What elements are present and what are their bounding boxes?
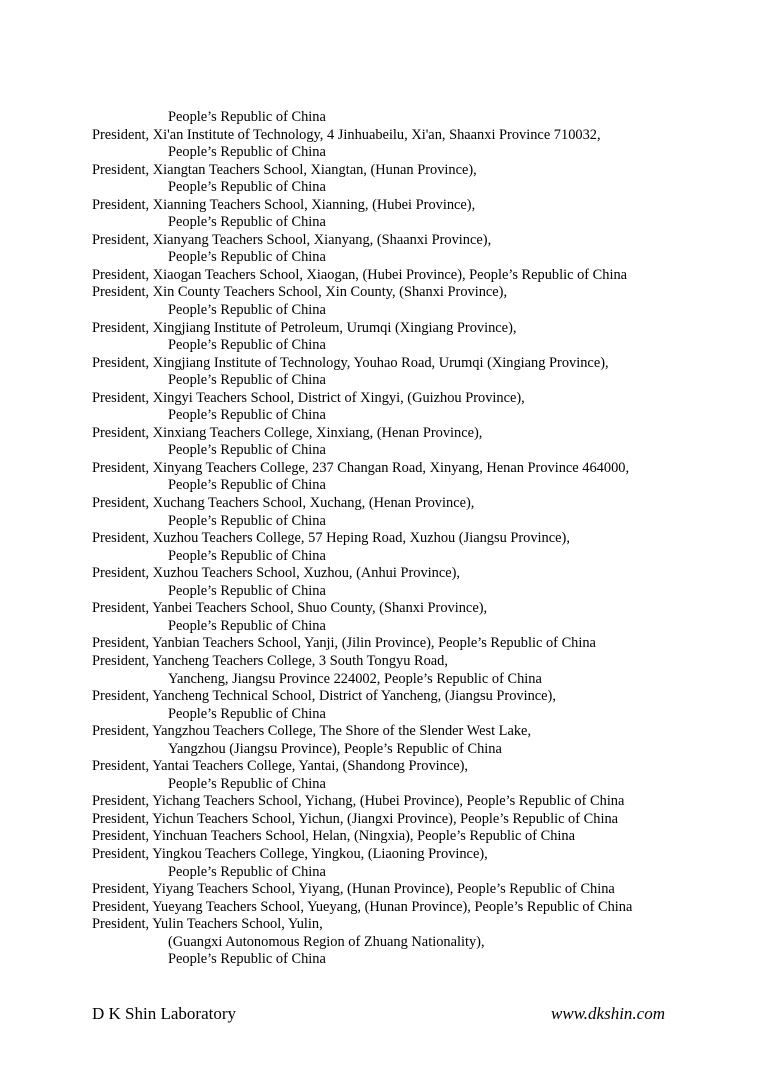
address-entry-line: President, Yanbei Teachers School, Shuo County, (Shanxi Province), xyxy=(92,600,488,617)
address-entry-line: President, Xianning Teachers School, Xianning, (Hubei Province), xyxy=(92,196,476,213)
address-continuation-line: (Guangxi Autonomous Region of Zhuang Nationality), xyxy=(168,933,485,950)
address-entry-line: President, Xi'an Institute of Technology, 4 Jinhuabeilu, Xi'an, Shaanxi Province 710032, xyxy=(92,126,601,143)
address-continuation-line: People’s Republic of China xyxy=(168,179,326,196)
address-continuation-line: Yangzhou (Jiangsu Province), People’s Republic of China xyxy=(168,740,502,757)
address-entry-line: President, Yiyang Teachers School, Yiyang, (Hunan Province), People’s Republic of China xyxy=(92,881,615,898)
address-entry-line: President, Xuchang Teachers School, Xuchang, (Henan Province), xyxy=(92,495,475,512)
address-continuation-line: People’s Republic of China xyxy=(168,512,326,529)
address-entry-line: President, Xuzhou Teachers College, 57 Heping Road, Xuzhou (Jiangsu Province), xyxy=(92,530,570,547)
address-entry-line: President, Yinchuan Teachers School, Helan, (Ningxia), People’s Republic of China xyxy=(92,828,575,845)
address-continuation-line: People’s Republic of China xyxy=(168,705,326,722)
address-entry-line: President, Yueyang Teachers School, Yueyang, (Hunan Province), People’s Republic of China xyxy=(92,898,633,915)
address-continuation-line: People’s Republic of China xyxy=(168,582,326,599)
footer-website: www.dkshin.com xyxy=(551,1004,665,1023)
address-continuation-line: People’s Republic of China xyxy=(168,249,326,266)
footer-lab-name: D K Shin Laboratory xyxy=(92,1004,237,1023)
address-entry-line: President, Xiaogan Teachers School, Xiaogan, (Hubei Province), People’s Republic of China xyxy=(92,266,628,283)
address-continuation-line: People’s Republic of China xyxy=(168,407,326,424)
address-entry-line: President, Yancheng Teachers College, 3 South Tongyu Road, xyxy=(92,652,448,669)
address-continuation-line: People’s Republic of China xyxy=(168,302,326,319)
address-continuation-line: People’s Republic of China xyxy=(168,442,326,459)
address-continuation-line: People’s Republic of China xyxy=(168,617,326,634)
address-entry-line: President, Yantai Teachers College, Yantai, (Shandong Province), xyxy=(92,758,469,775)
address-entry-line: President, Xinyang Teachers College, 237 Changan Road, Xinyang, Henan Province 464000, xyxy=(92,459,630,476)
address-entry-line: President, Yangzhou Teachers College, The Shore of the Slender West Lake, xyxy=(92,723,532,740)
address-entry-line: President, Xingyi Teachers School, District of Xingyi, (Guizhou Province), xyxy=(92,389,525,406)
address-continuation-line: People’s Republic of China xyxy=(168,109,326,125)
address-entry-line: President, Xinxiang Teachers College, Xinxiang, (Henan Province), xyxy=(92,424,483,441)
address-entry-line: President, Xingjiang Institute of Petroleum, Urumqi (Xingiang Province), xyxy=(92,319,517,336)
address-entry-line: President, Yichun Teachers School, Yichun, (Jiangxi Province), People’s Republic of China xyxy=(92,810,619,827)
address-entry-line: President, Yichang Teachers School, Yichang, (Hubei Province), People’s Republic of China xyxy=(92,793,625,810)
address-entry-line: President, Yulin Teachers School, Yulin, xyxy=(92,916,323,933)
address-continuation-line: People’s Republic of China xyxy=(168,144,326,161)
address-continuation-line: People’s Republic of China xyxy=(168,863,326,880)
address-continuation-line: Yancheng, Jiangsu Province 224002, People’s Republic of China xyxy=(168,670,542,687)
address-entry-line: President, Xiangtan Teachers School, Xiangtan, (Hunan Province), xyxy=(92,161,477,178)
address-entry-line: President, Xin County Teachers School, Xin County, (Shanxi Province), xyxy=(92,284,508,301)
address-entry-line: President, Yancheng Technical School, District of Yancheng, (Jiangsu Province), xyxy=(92,688,556,705)
address-continuation-line: People’s Republic of China xyxy=(168,214,326,231)
address-continuation-line: People’s Republic of China xyxy=(168,372,326,389)
address-continuation-line: People’s Republic of China xyxy=(168,337,326,354)
address-continuation-line: People’s Republic of China xyxy=(168,775,326,792)
address-entry-line: President, Yanbian Teachers School, Yanji, (Jilin Province), People’s Republic of China xyxy=(92,635,596,652)
address-list xyxy=(92,109,732,969)
address-continuation-line: People’s Republic of China xyxy=(168,951,326,968)
address-entry-line: President, Xianyang Teachers School, Xianyang, (Shaanxi Province), xyxy=(92,231,492,248)
address-entry-line: President, Xingjiang Institute of Technology, Youhao Road, Urumqi (Xingiang Province), xyxy=(92,354,609,371)
address-entry-line: President, Xuzhou Teachers School, Xuzhou, (Anhui Province), xyxy=(92,565,461,582)
address-entry-line: President, Yingkou Teachers College, Yingkou, (Liaoning Province), xyxy=(92,845,488,862)
address-continuation-line: People’s Republic of China xyxy=(168,547,326,564)
address-continuation-line: People’s Republic of China xyxy=(168,477,326,494)
